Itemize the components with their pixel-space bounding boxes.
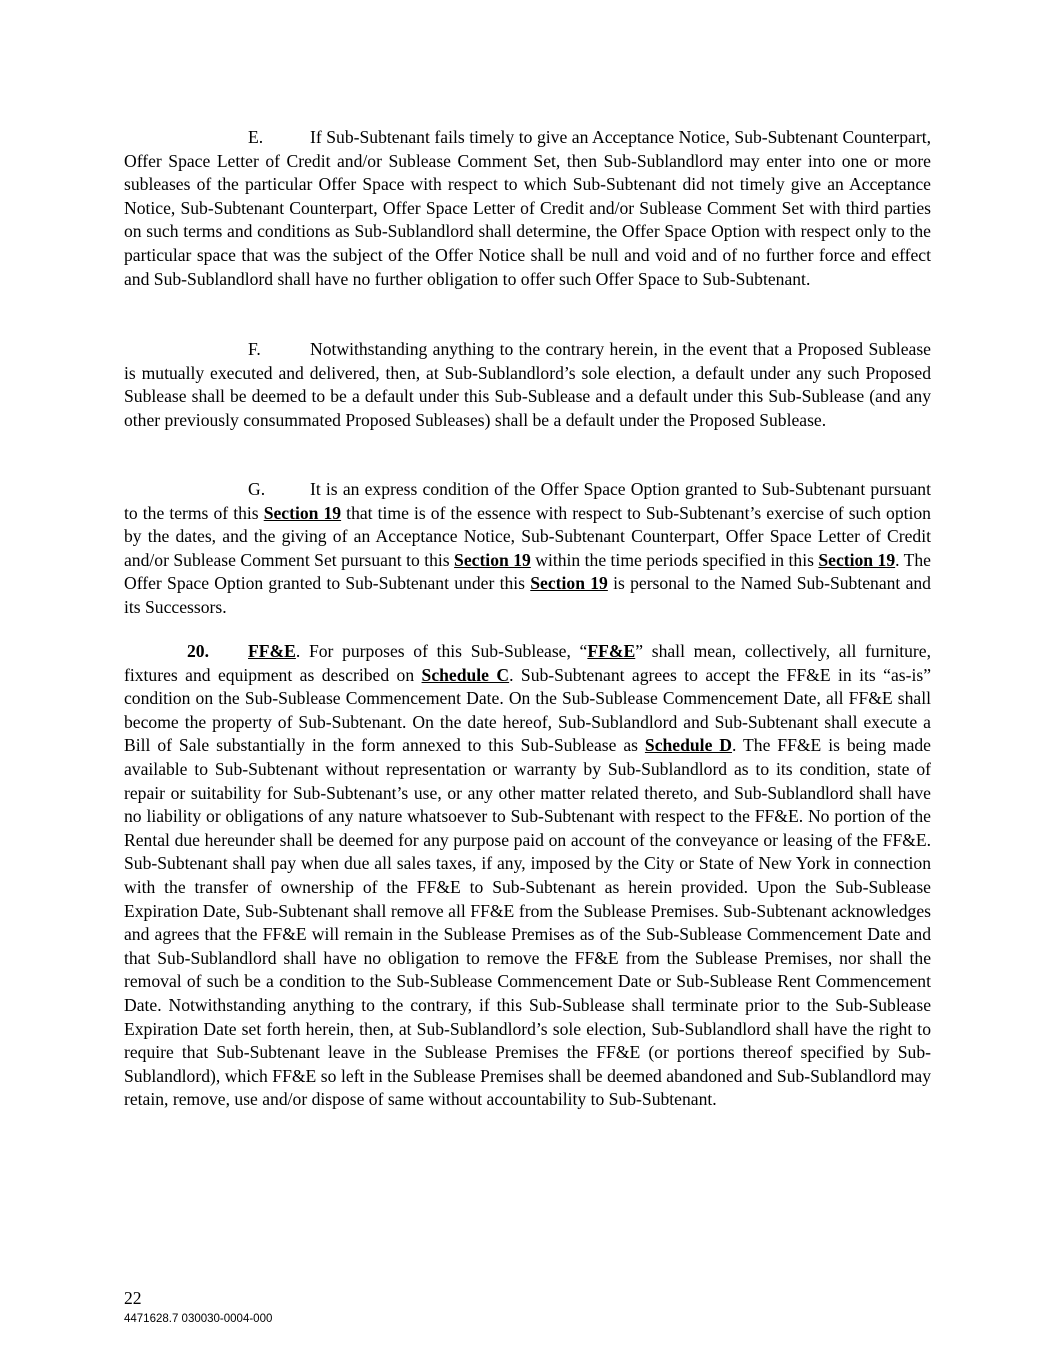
paragraph-g-text-5: is personal to the Named Sub-Subtenant and its Successors. bbox=[124, 573, 931, 617]
paragraph-f-marker: F. bbox=[248, 339, 261, 359]
ffe-defined-term: FF&E bbox=[587, 641, 636, 661]
section-19-reference: Section 19 bbox=[263, 502, 342, 523]
paragraph-g-text-4: . The Offer Space Option granted to Sub-Subtenant under this bbox=[124, 549, 931, 594]
paragraph-e-marker: E. bbox=[248, 127, 264, 147]
paragraph-g-marker: G. bbox=[248, 479, 266, 499]
schedule-d-reference: Schedule D bbox=[644, 735, 733, 756]
section-20-heading: FF&E bbox=[248, 641, 296, 661]
section-19-reference: Section 19 bbox=[818, 549, 896, 570]
section-20-text-4: . The FF&E is being made available to Sub-Subtenant without representation or warranty by Sub-Sublandlord as to its condition, state of repair or suitability for Sub-Subtenant’s use, or any other matter related thereto, and Sub-Sublandlord shall have no liability or obligations of any nature whatsoever to Sub-Subtenant with respect to the FF&E. No portion of the Rental due hereunder shall be deemed for any purpose paid on account of the conveyance or leasing of the FF&E. Sub-Subtenant shall pay when due all sales taxes, if any, imposed by the City or State of New York in connection with the transfer of ownership of the FF&E to Sub-Subtenant as herein provided. Upon the Sub-Sublease Expiration Date, Sub-Subtenant shall remove all FF&E from the Sublease Premises. Sub-Subtenant acknowledges and agrees that the FF&E will remain in the Sublease Premises as of the Sub-Sublease Commencement Date and that Sub-Sublandlord shall have no obligation to remove the FF&E from the Sublease Premises, nor shall the removal of such be a condition to the Sub-Sublease Commencement Date or Sub-Sublease Rent Commencement Date. Notwithstanding anything to the contrary, if this Sub-Sublease shall terminate prior to the Sub-Sublease Expiration Date set forth herein, then, at Sub-Sublandlord’s sole election, Sub-Sublandlord shall have the right to require that Sub-Subtenant leave in the Sublease Premises the FF&E (or portions thereof specified by Sub-Sublandlord), which FF&E so left in the Sublease Premises shall be deemed abandoned and Sub-Sublandlord may retain, remove, use and/or dispose of same without accountability to Sub-Subtenant. bbox=[124, 735, 931, 1110]
paragraph-g-text-1: It is an express condition of the Offer Space Option granted to Sub-Subtenant pursuant to the terms of this bbox=[124, 479, 931, 523]
section-20-text-3: . Sub-Subtenant agrees to accept the FF&E in its “as-is” condition on the Sub-Sublease Commencement Date. On the Sub-Sublease Commencement Date, all FF&E shall become the property of Sub-Subtenant. On the date hereof, Sub-Sublandlord and Sub-Subtenant shall execute a Bill of Sale substantially in the form annexed to this Sub-Sublease as bbox=[124, 664, 932, 756]
section-20-number: 20. bbox=[187, 641, 209, 661]
page-number: 22 bbox=[124, 1288, 142, 1308]
section-20-text-1: . For purposes of this Sub-Sublease, “ bbox=[295, 641, 588, 661]
section-20-ffe bbox=[124, 640, 931, 1112]
document-id: 4471628.7 030030-0004-000 bbox=[124, 1313, 273, 1325]
paragraph-g bbox=[124, 478, 931, 620]
paragraph-g-text-2: that time is of the essence with respect to Sub-Subtenant’s exercise of such option by the dates, and the giving of an Acceptance Notice, Sub-Subtenant Counterpart, Offer Space Letter of Credit and/or Sublease Comment Set pursuant to this bbox=[124, 502, 931, 570]
paragraph-g-text-3: within the time periods specified in this bbox=[530, 549, 819, 570]
paragraph-e bbox=[124, 126, 931, 291]
section-20-text-2: ” shall mean, collectively, all furniture, fixtures and equipment as described on bbox=[124, 641, 931, 685]
paragraph-f bbox=[124, 338, 931, 432]
section-19-reference: Section 19 bbox=[454, 549, 531, 570]
paragraph-e-text: If Sub-Subtenant fails timely to give an Acceptance Notice, Sub-Subtenant Counterpart, Offer Space Letter of Credit and/or Sublease Comment Set, then Sub-Sublandlord may enter into one or more subleases of the particular Offer Space with respect to which Sub-Subtenant did not timely give an Acceptance Notice, Sub-Subtenant Counterpart, Offer Space Letter of Credit and/or Sublease Comment Set with third parties on such terms and conditions as Sub-Sublandlord shall determine, the Offer Space Option with respect only to the particular space that was the subject of the Offer Notice shall be null and void and of no further force and effect and Sub-Sublandlord shall have no further obligation to offer such Offer Space to Sub-Subtenant. bbox=[124, 127, 931, 289]
paragraph-f-text: Notwithstanding anything to the contrary herein, in the event that a Proposed Sublease is mutually executed and delivered, then, at Sub-Sublandlord’s sole election, a default under any such Proposed Sublease shall be deemed to be a default under this Sub-Sublease and a default under this Sub-Sublease (and any other previously consummated Proposed Subleases) shall be a default under the Proposed Sublease. bbox=[124, 339, 931, 430]
schedule-c-reference: Schedule C bbox=[421, 664, 510, 685]
section-19-reference: Section 19 bbox=[530, 573, 608, 594]
